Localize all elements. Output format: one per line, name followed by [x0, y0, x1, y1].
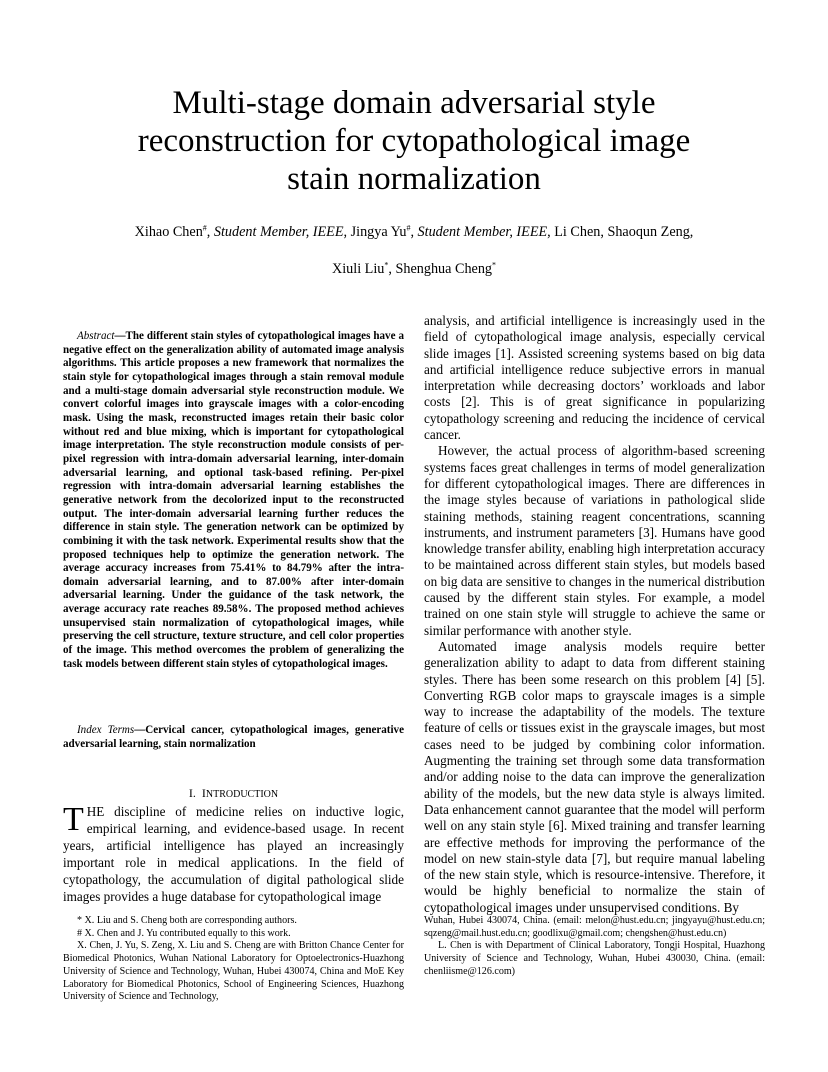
section-title-initial: I — [201, 786, 206, 800]
index-terms-text: —Cervical cancer, cytopathological images, generative adversarial learning, stain normalization — [63, 724, 404, 750]
footnote: Wuhan, Hubei 430074, China. (email: melon@hust.edu.cn; jingyayu@hust.edu.cn; sqzeng@mail.hust.edu.cn; goodlixu@gmail.com; chengshen@hust.edu.cn) — [424, 915, 765, 939]
footnote: X. Chen, J. Yu, S. Zeng, X. Liu and S. Cheng are with Britton Chance Center for Biomedical Photonics, Wuhan National Laboratory for Optoelectronics-Huazhong University of Science and Technology, Wuhan, Hubei 430074, China and MoE Key Laboratory for Biomedical Photonics, School of Engineering Sciences, Huazhong University of Science and Technology, — [63, 940, 404, 1003]
body-paragraph: analysis, and artificial intelligence is increasingly used in the field of cytopathological image analysis, especially cervical slide images [1]. Assisted screening systems based on big data and artificial intelligence reduce subjective errors in manual interpretation while decreasing doctors’ workloads and labor costs [2]. This is of great significance in popularizing cytopathology screening and reducing the incidence of cervical cancer. — [424, 313, 765, 443]
footnote: L. Chen is with Department of Clinical Laboratory, Tongji Hospital, Huazhong University of Science and Technology, Wuhan, Hubei 430030, China. (email: chenliisme@126.com) — [424, 940, 765, 977]
section-heading — [63, 786, 404, 802]
title-line: reconstruction for cytopathological image — [137, 123, 691, 159]
drop-cap: T — [63, 801, 84, 838]
author-mark: * — [492, 260, 497, 270]
author-list: Xihao Chen#, Student Member, IEEE, Jingya Yu#, Student Member, IEEE, Li Chen, Shaoqun Zeng, — [134, 223, 694, 240]
author-mark: # — [202, 223, 207, 233]
author-role: Student Member, IEEE — [213, 224, 344, 240]
author-list-continued: Xiuli Liu*, Shenghua Cheng* — [331, 260, 497, 277]
author-mark: * — [384, 260, 389, 270]
footnotes-left — [63, 915, 404, 1004]
title-line: Multi-stage domain adversarial style — [172, 85, 656, 121]
abstract-heading: Abstract — [77, 330, 115, 342]
intro-paragraph — [63, 803, 404, 905]
footnotes-right — [424, 915, 765, 979]
footnote: # X. Chen and J. Yu contributed equally to this work. — [77, 927, 291, 939]
intro-text: HE discipline of medicine relies on inductive logic, empirical learning, and evidence-based usage. In recent years, artificial intelligence has played an increasingly important role in medical applications. In the field of cytopathology, the accumulation of digital pathological slide images provides a huge database for cytopathological image — [63, 804, 404, 904]
right-column — [424, 313, 765, 916]
author-name: Li Chen, Shaoqun Zeng, — [554, 224, 694, 240]
body-paragraph: Automated image analysis models require better generalization ability to adapt to data from different staining styles. There has been some research on this problem [4] [5]. Converting RGB color maps to grayscale images is a simple way to increase the adaptability of the models. The texture feature of cells or tissues exist in the grayscale images, but most cases need to be judged by combining color information. Augmenting the training set through some data transformation and/or adding noise to the data can improve the generalization ability of the models, but the new data style is always limited. Data enhancement cannot guarantee that the model will perform well on any stain style [6]. Mixed training and transfer learning are effective methods for improving the performance of the model on new stain-style data [7], but require manual labeling of the new stain style, which is resource-intensive. Therefore, it would be highly beneficial to normalize the stain of cytopathological images under unsupervised conditions. By — [424, 638, 765, 915]
index-terms-heading: Index Terms — [77, 724, 135, 736]
body-paragraph: However, the actual process of algorithm-based screening systems faces great challenges in terms of model generalization for different cytopathological images. There are differences in the image styles because of variations in pathological slide staining methods, staining reagent concentrations, scanning instruments, and instrument parameters [3]. Humans have good knowledge transfer ability, enabling high interpretation accuracy to be maintained across different stain styles, but models based on big data are sensitive to changes in the numerical distribution caused by the different stain styles. For example, a model trained on one stain style will struggle to achieve the same or similar performance with another style. — [424, 443, 765, 638]
abstract-text: —The different stain styles of cytopathological images have a negative effect on the generalization ability of automated image analysis algorithms. This article proposes a new framework that normalizes the stain style for cytopathological images through a stain removal module and a multi-stage domain adversarial style reconstruction module. We convert colorful images into grayscale images with a color-encoding mask. Using the mask, reconstructed images retain their basic color without red and blue mixing, which is important for cytopathological image interpretation. The style reconstruction module consists of per-pixel regression with intra-domain adversarial learning, inter-domain adversarial learning, and optional task-based refining. Per-pixel regression with intra-domain adversarial learning establishes the generative network from the decolorized input to the reconstructed output. The inter-domain adversarial learning further reduces the difference in stain style. The generation network can be optimized by combining it with the task network. Experimental results show that the proposed techniques help to optimize the generation network. The average accuracy increases from 75.41% to 84.79% after the intra-domain adversarial learning, and to 87.00% after inter-domain adversarial learning. Under the guidance of the task network, the average accuracy rate reaches 89.58%. The proposed method achieves unsupervised stain normalization of cytopathological images, while preserving the cell structure, texture structure, and cell color properties of the image. This method overcomes the problem of generalizing the task models between different stain styles of cytopathological images. — [63, 330, 404, 670]
author-name: Xihao Chen — [134, 224, 203, 240]
author-name: Shenghua Cheng — [395, 261, 493, 277]
section-title-rest: NTRODUCTION — [205, 789, 279, 800]
title-line: stain normalization — [287, 161, 541, 197]
author-name: Xiuli Liu — [331, 261, 385, 277]
author-mark: # — [406, 223, 411, 233]
footnote: * X. Liu and S. Cheng both are corresponding authors. — [77, 915, 297, 926]
author-name: Jingya Yu — [350, 224, 407, 240]
author-role: Student Member, IEEE — [417, 224, 548, 240]
section-number: I. — [188, 786, 196, 800]
abstract — [63, 330, 404, 671]
index-terms — [63, 724, 404, 751]
paper-title — [60, 84, 768, 198]
